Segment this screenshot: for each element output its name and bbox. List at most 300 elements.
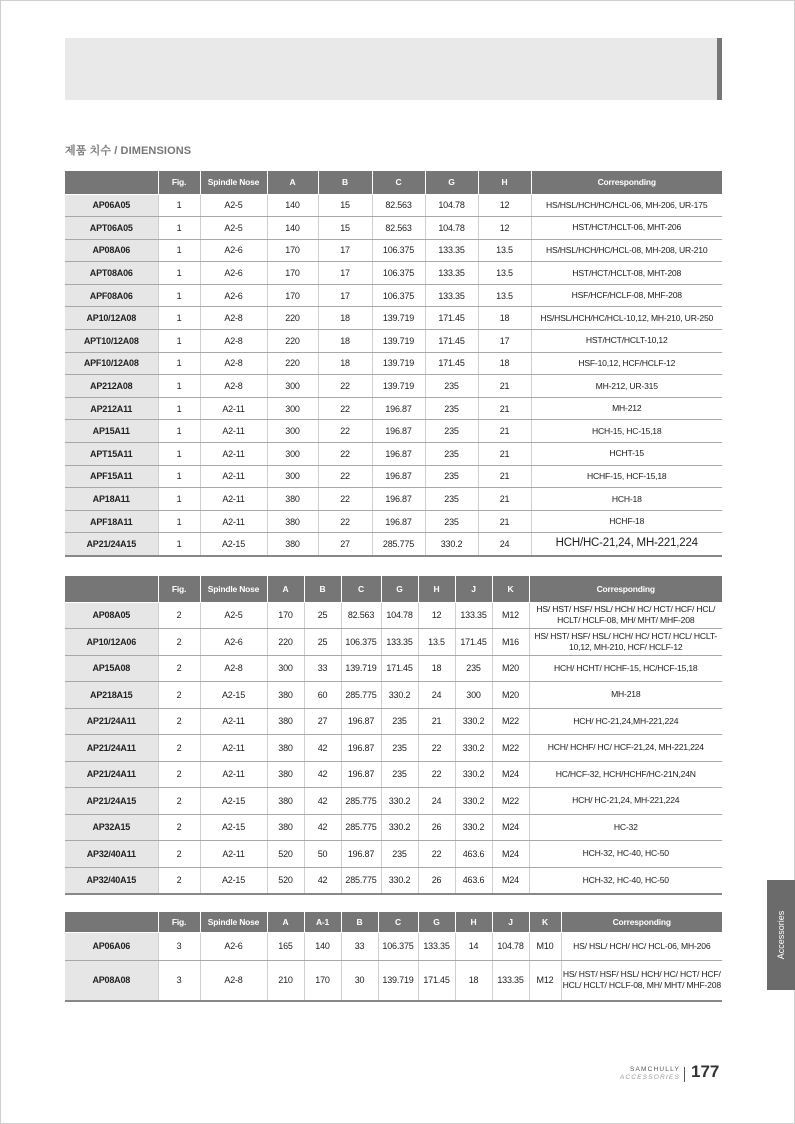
table-cell: 13.5 bbox=[478, 239, 531, 262]
table-cell: 196.87 bbox=[372, 397, 425, 420]
table-cell: 18 bbox=[478, 307, 531, 330]
table-cell: 3 bbox=[158, 960, 200, 1001]
table-cell: A2-6 bbox=[200, 239, 267, 262]
corresponding-cell: HST/HCT/HCLT-10,12 bbox=[531, 330, 722, 353]
table-cell: 104.78 bbox=[381, 602, 418, 629]
corresponding-cell: HC-32 bbox=[529, 814, 722, 841]
model-cell: APF08A06 bbox=[65, 284, 158, 307]
table-row bbox=[65, 814, 722, 841]
table-cell: A2-8 bbox=[200, 375, 267, 398]
model-cell: AP212A08 bbox=[65, 375, 158, 398]
table-cell: 380 bbox=[267, 708, 304, 735]
table-cell: 196.87 bbox=[341, 761, 381, 788]
table-cell: 18 bbox=[418, 655, 455, 682]
table-cell: 330.2 bbox=[381, 867, 418, 894]
table-cell: 3 bbox=[158, 932, 200, 960]
table-cell: 235 bbox=[381, 735, 418, 762]
table-cell: 330.2 bbox=[455, 708, 492, 735]
table-cell: 2 bbox=[158, 788, 200, 815]
table-cell: M22 bbox=[492, 788, 529, 815]
table-cell: A2-11 bbox=[200, 708, 267, 735]
table-cell: A2-11 bbox=[200, 488, 267, 511]
table-cell: 2 bbox=[158, 814, 200, 841]
table-row bbox=[65, 465, 722, 488]
column-header: A bbox=[267, 576, 304, 602]
table-cell: 196.87 bbox=[372, 510, 425, 533]
table-cell: A2-15 bbox=[200, 533, 267, 556]
table-cell: 18 bbox=[455, 960, 492, 1001]
table-cell: 1 bbox=[158, 307, 200, 330]
table-row bbox=[65, 841, 722, 868]
table-cell: 104.78 bbox=[425, 194, 478, 217]
table-cell: 463.6 bbox=[455, 841, 492, 868]
table-cell: 21 bbox=[478, 375, 531, 398]
table-cell: 170 bbox=[267, 284, 318, 307]
table-cell: 12 bbox=[478, 217, 531, 240]
corresponding-cell: MH-212, UR-315 bbox=[531, 375, 722, 398]
table-cell: 27 bbox=[304, 708, 341, 735]
table-cell: 106.375 bbox=[372, 262, 425, 285]
table-cell: 15 bbox=[318, 194, 372, 217]
table-cell: 22 bbox=[318, 397, 372, 420]
table-cell: 235 bbox=[381, 708, 418, 735]
model-cell: AP08A05 bbox=[65, 602, 158, 629]
table-row bbox=[65, 735, 722, 762]
table-cell: 60 bbox=[304, 682, 341, 709]
column-header: B bbox=[341, 912, 378, 932]
table-cell: 42 bbox=[304, 867, 341, 894]
model-cell: APT15A11 bbox=[65, 443, 158, 466]
table-cell: 235 bbox=[425, 488, 478, 511]
table-cell: 42 bbox=[304, 761, 341, 788]
table-cell: 1 bbox=[158, 443, 200, 466]
corresponding-cell: HCH/ HC-21,24, MH-221,224 bbox=[529, 788, 722, 815]
table-cell: 26 bbox=[418, 814, 455, 841]
table-cell: A2-15 bbox=[200, 682, 267, 709]
table-cell: A2-8 bbox=[200, 655, 267, 682]
table-cell: 18 bbox=[478, 352, 531, 375]
table-cell: A2-11 bbox=[200, 465, 267, 488]
table-cell: 106.375 bbox=[341, 629, 381, 656]
table-cell: 24 bbox=[418, 788, 455, 815]
section-title: 제품 치수 / DIMENSIONS bbox=[65, 145, 192, 157]
table-cell: 285.775 bbox=[341, 682, 381, 709]
table-cell: 170 bbox=[267, 239, 318, 262]
model-cell: AP32/40A11 bbox=[65, 841, 158, 868]
table-cell: 106.375 bbox=[372, 239, 425, 262]
table-cell: 1 bbox=[158, 284, 200, 307]
table-cell: 22 bbox=[318, 510, 372, 533]
table-cell: 1 bbox=[158, 465, 200, 488]
corresponding-cell: HCH/ HC-21,24,MH-221,224 bbox=[529, 708, 722, 735]
table-cell: 2 bbox=[158, 761, 200, 788]
model-cell: APT08A06 bbox=[65, 262, 158, 285]
table-row bbox=[65, 488, 722, 511]
table-cell: M10 bbox=[529, 932, 561, 960]
table-row bbox=[65, 307, 722, 330]
column-header: H bbox=[418, 576, 455, 602]
corresponding-cell: HCH-15, HC-15,18 bbox=[531, 420, 722, 443]
table-cell: 196.87 bbox=[372, 465, 425, 488]
model-cell: AP10/12A06 bbox=[65, 629, 158, 656]
table-row bbox=[65, 788, 722, 815]
table-cell: M20 bbox=[492, 655, 529, 682]
model-cell: AP06A06 bbox=[65, 932, 158, 960]
column-header bbox=[65, 576, 158, 602]
table-cell: 380 bbox=[267, 510, 318, 533]
table-cell: 22 bbox=[318, 375, 372, 398]
table-cell: A2-11 bbox=[200, 443, 267, 466]
table-cell: 380 bbox=[267, 735, 304, 762]
table-row bbox=[65, 629, 722, 656]
table-cell: A2-11 bbox=[200, 510, 267, 533]
table-row bbox=[65, 194, 722, 217]
column-header: Fig. bbox=[158, 576, 200, 602]
table-cell: 21 bbox=[478, 465, 531, 488]
table-cell: 196.87 bbox=[372, 420, 425, 443]
table-row bbox=[65, 443, 722, 466]
column-header: C bbox=[341, 576, 381, 602]
model-cell: APF15A11 bbox=[65, 465, 158, 488]
model-cell: AP32/40A15 bbox=[65, 867, 158, 894]
table-cell: A2-11 bbox=[200, 420, 267, 443]
footer-brand-logo bbox=[592, 1066, 680, 1082]
table-cell: 235 bbox=[381, 761, 418, 788]
table-cell: 285.775 bbox=[341, 867, 381, 894]
column-header: B bbox=[304, 576, 341, 602]
model-cell: APT06A05 bbox=[65, 217, 158, 240]
column-header: Spindle Nose bbox=[200, 912, 267, 932]
table-cell: 50 bbox=[304, 841, 341, 868]
table-cell: 1 bbox=[158, 510, 200, 533]
table-cell: 171.45 bbox=[455, 629, 492, 656]
table-cell: 42 bbox=[304, 788, 341, 815]
table-cell: 18 bbox=[318, 307, 372, 330]
table-row bbox=[65, 217, 722, 240]
table-cell: 330.2 bbox=[381, 788, 418, 815]
table-row bbox=[65, 352, 722, 375]
model-cell: APF18A11 bbox=[65, 510, 158, 533]
table-cell: M24 bbox=[492, 761, 529, 788]
table-cell: 1 bbox=[158, 239, 200, 262]
table-cell: 300 bbox=[267, 397, 318, 420]
header-band bbox=[65, 38, 717, 100]
table-cell: 330.2 bbox=[381, 814, 418, 841]
table-cell: M24 bbox=[492, 841, 529, 868]
table-cell: 133.35 bbox=[381, 629, 418, 656]
model-cell: AP21/24A15 bbox=[65, 788, 158, 815]
table-cell: 210 bbox=[267, 960, 304, 1001]
table-cell: 165 bbox=[267, 932, 304, 960]
table-cell: 82.563 bbox=[372, 194, 425, 217]
table-cell: A2-15 bbox=[200, 867, 267, 894]
corresponding-cell: HCH-18 bbox=[531, 488, 722, 511]
table-cell: 2 bbox=[158, 602, 200, 629]
table-cell: 82.563 bbox=[341, 602, 381, 629]
model-cell: AP06A05 bbox=[65, 194, 158, 217]
table-cell: 196.87 bbox=[341, 841, 381, 868]
table-cell: 133.35 bbox=[425, 262, 478, 285]
table-cell: 2 bbox=[158, 867, 200, 894]
column-header: C bbox=[378, 912, 418, 932]
table-cell: 21 bbox=[478, 397, 531, 420]
table-cell: 25 bbox=[304, 602, 341, 629]
table-cell: 24 bbox=[478, 533, 531, 556]
table-cell: 22 bbox=[418, 735, 455, 762]
table-cell: 140 bbox=[304, 932, 341, 960]
page-number: 177 bbox=[691, 1062, 720, 1081]
table-cell: M12 bbox=[492, 602, 529, 629]
table-cell: A2-5 bbox=[200, 217, 267, 240]
table-cell: 300 bbox=[267, 443, 318, 466]
table-cell: 21 bbox=[418, 708, 455, 735]
table-cell: 13.5 bbox=[478, 262, 531, 285]
table-cell: 235 bbox=[425, 465, 478, 488]
model-cell: AP08A08 bbox=[65, 960, 158, 1001]
table-cell: 171.45 bbox=[425, 352, 478, 375]
table-cell: 133.35 bbox=[418, 932, 455, 960]
table-row bbox=[65, 420, 722, 443]
table-cell: 30 bbox=[341, 960, 378, 1001]
column-header: Spindle Nose bbox=[200, 171, 267, 194]
table-cell: 2 bbox=[158, 708, 200, 735]
table-cell: 21 bbox=[478, 510, 531, 533]
table-cell: 196.87 bbox=[372, 488, 425, 511]
model-cell: AP08A06 bbox=[65, 239, 158, 262]
table-cell: 133.35 bbox=[455, 602, 492, 629]
corresponding-cell: MH-218 bbox=[529, 682, 722, 709]
table-row bbox=[65, 682, 722, 709]
table-cell: 196.87 bbox=[341, 708, 381, 735]
table-cell: 22 bbox=[318, 465, 372, 488]
table-cell: 21 bbox=[478, 420, 531, 443]
table-cell: A2-6 bbox=[200, 262, 267, 285]
table-cell: 82.563 bbox=[372, 217, 425, 240]
table-cell: 170 bbox=[304, 960, 341, 1001]
table-cell: 22 bbox=[418, 841, 455, 868]
table-cell: 24 bbox=[418, 682, 455, 709]
table-cell: M24 bbox=[492, 814, 529, 841]
table-row bbox=[65, 932, 722, 960]
table-row bbox=[65, 375, 722, 398]
table-cell: 196.87 bbox=[372, 443, 425, 466]
corresponding-cell: HS/HSL/HCH/HC/HCL-06, MH-206, UR-175 bbox=[531, 194, 722, 217]
model-cell: AP10/12A08 bbox=[65, 307, 158, 330]
corresponding-cell: HS/ HST/ HSF/ HSL/ HCH/ HC/ HCT/ HCL/ HCLT-10,12, MH-210, HCF/ HCLF-12 bbox=[529, 629, 722, 656]
table-cell: 26 bbox=[418, 867, 455, 894]
column-header: Corresponding bbox=[531, 171, 722, 194]
table-cell: A2-11 bbox=[200, 761, 267, 788]
table-cell: 235 bbox=[425, 375, 478, 398]
corresponding-cell: HCHT-15 bbox=[531, 443, 722, 466]
table-cell: 42 bbox=[304, 735, 341, 762]
table-cell: A2-6 bbox=[200, 932, 267, 960]
table-cell: 14 bbox=[455, 932, 492, 960]
table-cell: 133.35 bbox=[425, 284, 478, 307]
model-cell: AP21/24A11 bbox=[65, 708, 158, 735]
table-cell: 1 bbox=[158, 217, 200, 240]
corresponding-cell: HSF/HCF/HCLF-08, MHF-208 bbox=[531, 284, 722, 307]
table-cell: 133.35 bbox=[492, 960, 529, 1001]
column-header: Spindle Nose bbox=[200, 576, 267, 602]
side-tab-label: Accessories bbox=[776, 910, 786, 960]
table-cell: 380 bbox=[267, 682, 304, 709]
table-cell: 285.775 bbox=[341, 788, 381, 815]
column-header: G bbox=[418, 912, 455, 932]
model-cell: AP18A11 bbox=[65, 488, 158, 511]
table-cell: 139.719 bbox=[372, 330, 425, 353]
table-cell: 380 bbox=[267, 788, 304, 815]
table-row bbox=[65, 960, 722, 1001]
corresponding-cell: HS/HSL/HCH/HC/HCL-08, MH-208, UR-210 bbox=[531, 239, 722, 262]
corresponding-cell: HCH/ HCHF/ HC/ HCF-21,24, MH-221,224 bbox=[529, 735, 722, 762]
table-cell: 106.375 bbox=[378, 932, 418, 960]
table-cell: 22 bbox=[318, 488, 372, 511]
table-cell: M24 bbox=[492, 867, 529, 894]
column-header: K bbox=[492, 576, 529, 602]
corresponding-cell: HS/ HST/ HSF/ HSL/ HCH/ HC/ HCT/ HCF/ HCL/ HCLT/ HCLF-08, MH/ MHT/ MHF-208 bbox=[529, 602, 722, 629]
corresponding-cell: HCHF-18 bbox=[531, 510, 722, 533]
corresponding-cell: HCH-32, HC-40, HC-50 bbox=[529, 867, 722, 894]
table-cell: 380 bbox=[267, 814, 304, 841]
table-cell: 21 bbox=[478, 443, 531, 466]
table-cell: 285.775 bbox=[341, 814, 381, 841]
model-cell: APF10/12A08 bbox=[65, 352, 158, 375]
table-cell: 42 bbox=[304, 814, 341, 841]
table-cell: 1 bbox=[158, 194, 200, 217]
table-row bbox=[65, 397, 722, 420]
table-cell: M12 bbox=[529, 960, 561, 1001]
column-header: H bbox=[478, 171, 531, 194]
table-cell: 171.45 bbox=[418, 960, 455, 1001]
table-row bbox=[65, 761, 722, 788]
table-cell: A2-6 bbox=[200, 284, 267, 307]
table-cell: 1 bbox=[158, 420, 200, 443]
model-cell: AP212A11 bbox=[65, 397, 158, 420]
table-cell: 18 bbox=[318, 352, 372, 375]
table-cell: 17 bbox=[318, 262, 372, 285]
column-header: K bbox=[529, 912, 561, 932]
table-cell: 330.2 bbox=[455, 788, 492, 815]
table-cell: 104.78 bbox=[425, 217, 478, 240]
table-cell: 18 bbox=[318, 330, 372, 353]
column-header: A-1 bbox=[304, 912, 341, 932]
corresponding-cell: HST/HCT/HCLT-08, MHT-208 bbox=[531, 262, 722, 285]
table-cell: 22 bbox=[318, 420, 372, 443]
table-cell: 1 bbox=[158, 375, 200, 398]
model-cell: APT10/12A08 bbox=[65, 330, 158, 353]
table-cell: 330.2 bbox=[455, 814, 492, 841]
table-cell: 463.6 bbox=[455, 867, 492, 894]
model-cell: AP21/24A15 bbox=[65, 533, 158, 556]
table-cell: 106.375 bbox=[372, 284, 425, 307]
table-cell: A2-8 bbox=[200, 960, 267, 1001]
table-cell: 520 bbox=[267, 841, 304, 868]
table-cell: 17 bbox=[318, 284, 372, 307]
table-cell: A2-11 bbox=[200, 841, 267, 868]
dimensions-table-fig2 bbox=[65, 576, 722, 895]
table-cell: 235 bbox=[381, 841, 418, 868]
table-cell: M22 bbox=[492, 708, 529, 735]
footer-separator bbox=[684, 1067, 685, 1082]
table-cell: 139.719 bbox=[372, 307, 425, 330]
table-cell: 1 bbox=[158, 330, 200, 353]
corresponding-cell: HS/HSL/HCH/HC/HCL-10,12, MH-210, UR-250 bbox=[531, 307, 722, 330]
table-cell: 235 bbox=[425, 443, 478, 466]
table-cell: 170 bbox=[267, 262, 318, 285]
table-cell: 285.775 bbox=[372, 533, 425, 556]
table-cell: 13.5 bbox=[418, 629, 455, 656]
corresponding-cell: HCH/ HCHT/ HCHF-15, HC/HCF-15,18 bbox=[529, 655, 722, 682]
dimensions-table-fig1 bbox=[65, 171, 722, 557]
table-cell: 139.719 bbox=[378, 960, 418, 1001]
column-header: Fig. bbox=[158, 171, 200, 194]
table-cell: A2-11 bbox=[200, 397, 267, 420]
table-cell: 196.87 bbox=[341, 735, 381, 762]
table-cell: M16 bbox=[492, 629, 529, 656]
table-cell: 22 bbox=[418, 761, 455, 788]
column-header: A bbox=[267, 912, 304, 932]
table-cell: 300 bbox=[267, 655, 304, 682]
table-cell: 1 bbox=[158, 533, 200, 556]
table-cell: 15 bbox=[318, 217, 372, 240]
column-header bbox=[65, 171, 158, 194]
model-cell: AP15A08 bbox=[65, 655, 158, 682]
corresponding-cell: HST/HCT/HCLT-06, MHT-206 bbox=[531, 217, 722, 240]
table-cell: 1 bbox=[158, 488, 200, 511]
model-cell: AP21/24A11 bbox=[65, 761, 158, 788]
table-cell: A2-8 bbox=[200, 330, 267, 353]
column-header: Fig. bbox=[158, 912, 200, 932]
table-cell: 139.719 bbox=[341, 655, 381, 682]
table-cell: 104.78 bbox=[492, 932, 529, 960]
table-cell: 330.2 bbox=[455, 761, 492, 788]
column-header bbox=[65, 912, 158, 932]
header-accent-bar bbox=[717, 38, 722, 100]
table-cell: A2-15 bbox=[200, 814, 267, 841]
table-row bbox=[65, 330, 722, 353]
table-cell: 140 bbox=[267, 217, 318, 240]
table-row bbox=[65, 284, 722, 307]
table-cell: A2-15 bbox=[200, 788, 267, 815]
column-header: A bbox=[267, 171, 318, 194]
table-cell: 21 bbox=[478, 488, 531, 511]
table-cell: 330.2 bbox=[455, 735, 492, 762]
corresponding-cell: HS/ HSL/ HCH/ HC/ HCL-06, MH-206 bbox=[561, 932, 722, 960]
table-cell: 139.719 bbox=[372, 375, 425, 398]
table-cell: 17 bbox=[318, 239, 372, 262]
table-cell: 25 bbox=[304, 629, 341, 656]
table-cell: M20 bbox=[492, 682, 529, 709]
table-cell: A2-8 bbox=[200, 352, 267, 375]
table-row bbox=[65, 533, 722, 556]
table-row bbox=[65, 867, 722, 894]
table-cell: 133.35 bbox=[425, 239, 478, 262]
column-header: H bbox=[455, 912, 492, 932]
table-cell: M22 bbox=[492, 735, 529, 762]
corresponding-cell: HC/HCF-32, HCH/HCHF/HC-21N,24N bbox=[529, 761, 722, 788]
model-cell: AP15A11 bbox=[65, 420, 158, 443]
table-cell: 1 bbox=[158, 262, 200, 285]
column-header: G bbox=[425, 171, 478, 194]
corresponding-cell: HSF-10,12, HCF/HCLF-12 bbox=[531, 352, 722, 375]
table-cell: 235 bbox=[425, 420, 478, 443]
table-cell: 2 bbox=[158, 655, 200, 682]
table-row bbox=[65, 239, 722, 262]
table-cell: A2-8 bbox=[200, 307, 267, 330]
side-tab-accessories[interactable] bbox=[767, 880, 795, 990]
table-cell: 170 bbox=[267, 602, 304, 629]
